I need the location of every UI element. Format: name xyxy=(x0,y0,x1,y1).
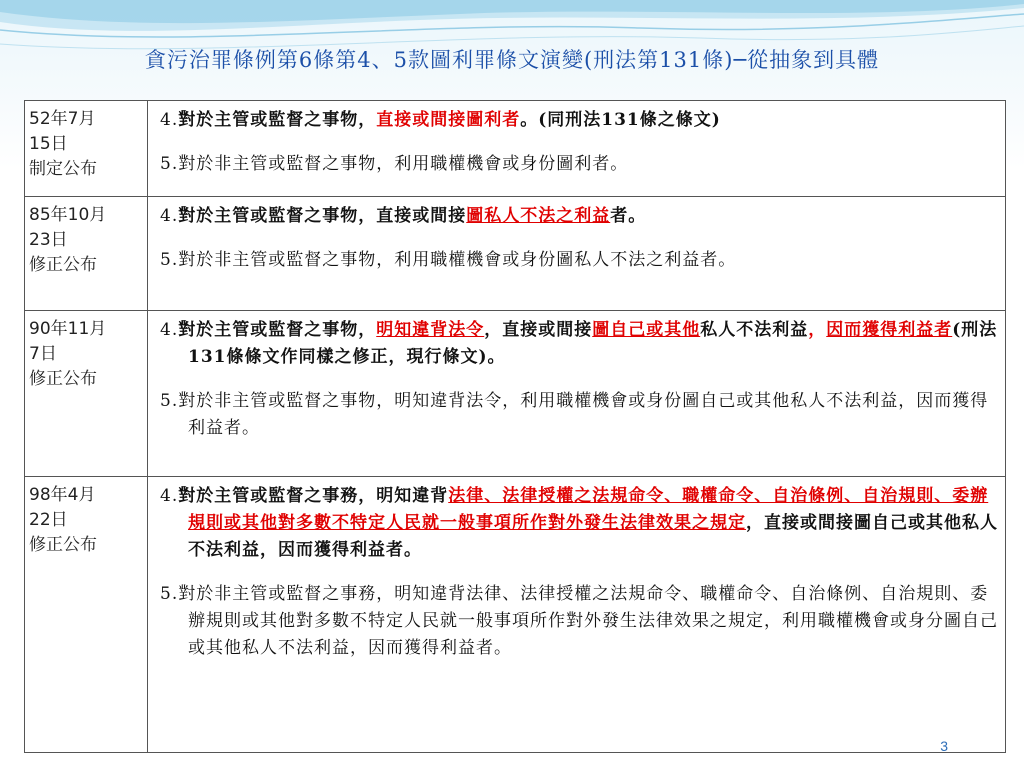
item-number: 5. xyxy=(160,584,179,604)
slide-title: 貪污治罪條例第6條第4、5款圖利罪條文演變(刑法第131條)─從抽象到具體 xyxy=(144,48,880,72)
date-cell xyxy=(25,477,148,753)
date-line: 90年11月 xyxy=(29,319,107,339)
clause-text: 。(同刑法131條之條文) xyxy=(520,110,721,130)
item-number: 5. xyxy=(160,250,179,270)
date-line: 85年10月 xyxy=(29,205,107,225)
page-number: 3 xyxy=(940,738,948,754)
date-line: 23日 xyxy=(29,230,68,250)
clause-text: 對於主管或監督之事務，明知違背 xyxy=(178,486,449,506)
item-number: 4. xyxy=(160,320,179,340)
date-line: 修正公布 xyxy=(29,535,97,555)
clause-item-4 xyxy=(152,203,1001,230)
table-row xyxy=(25,101,1006,197)
clause-item-4 xyxy=(152,107,1001,134)
clause-text: 對於非主管或監督之事物，明知違背法令，利用職權機會或身份圖自己或其他私人不法利益，因而獲得利益者。 xyxy=(178,391,989,438)
highlight-text: 法律、法律授權之法規命令、職權命令、自治條例、自治規則、委辦規則或其他對多數不特定人民就一般事項所作對外發生法律效果之規定 xyxy=(188,486,989,533)
clause-text: ，直接或間接圖自己或其他私人不法利益，因而獲得利益者。 xyxy=(188,513,998,560)
date-line: 制定公布 xyxy=(29,159,97,179)
clause-text: 對於主管或監督之事物， xyxy=(178,320,377,340)
date-line: 52年7月 xyxy=(29,109,96,129)
clause-text: 對於主管或監督之事物， xyxy=(178,110,377,130)
clause-cell xyxy=(148,197,1006,311)
clause-cell xyxy=(148,311,1006,477)
date-cell xyxy=(25,311,148,477)
highlight-text: ， xyxy=(808,320,827,340)
clause-item-5 xyxy=(152,247,1001,274)
table-row xyxy=(25,311,1006,477)
date-line: 修正公布 xyxy=(29,369,97,389)
item-number: 4. xyxy=(160,486,179,506)
clause-text: 對於主管或監督之事物，直接或間接 xyxy=(178,206,467,226)
item-number: 4. xyxy=(160,206,179,226)
clause-text: 對於非主管或監督之事物，利用職權機會或身份圖利者。 xyxy=(178,154,629,174)
item-number: 4. xyxy=(160,110,179,130)
date-line: 修正公布 xyxy=(29,255,97,275)
highlight-text: 圖自己或其他 xyxy=(592,320,701,340)
clause-item-4 xyxy=(152,483,1001,564)
item-number: 5. xyxy=(160,391,179,411)
clause-text: 私人不法利益 xyxy=(700,320,809,340)
clause-cell xyxy=(148,101,1006,197)
clause-item-4 xyxy=(152,317,1001,371)
highlight-text: 圖私人不法之利益 xyxy=(466,206,611,226)
date-line: 7日 xyxy=(29,344,57,364)
date-cell xyxy=(25,197,148,311)
clause-item-5 xyxy=(152,151,1001,178)
item-number: 5. xyxy=(160,154,179,174)
date-line: 98年4月 xyxy=(29,485,96,505)
clause-text: (刑法131條條文作同樣之修正，現行條文)。 xyxy=(188,320,998,367)
clause-cell xyxy=(148,477,1006,753)
clause-text: ，直接或間接 xyxy=(484,320,593,340)
highlight-text: 明知違背法令 xyxy=(376,320,485,340)
highlight-text: 直接或間接圖利者 xyxy=(376,110,521,130)
table-row xyxy=(25,477,1006,753)
date-line: 15日 xyxy=(29,134,68,154)
date-cell xyxy=(25,101,148,197)
clause-item-5 xyxy=(152,581,1001,662)
highlight-text: 因而獲得利益者 xyxy=(826,320,953,340)
clause-text: 對於非主管或監督之事務，明知違背法律、法律授權之法規命令、職權命令、自治條例、自治規則、委辦規則或其他對多數不特定人民就一般事項所作對外發生法律效果之規定，利用職權機會或身分圖自己或其他私人不法利益，因而獲得利益者。 xyxy=(178,584,998,658)
clause-text: 者。 xyxy=(610,206,647,226)
clause-text: 對於非主管或監督之事物，利用職權機會或身份圖私人不法之利益者。 xyxy=(178,250,737,270)
amendment-table xyxy=(24,100,1006,753)
clause-item-5 xyxy=(152,388,1001,442)
date-line: 22日 xyxy=(29,510,68,530)
table-row xyxy=(25,197,1006,311)
